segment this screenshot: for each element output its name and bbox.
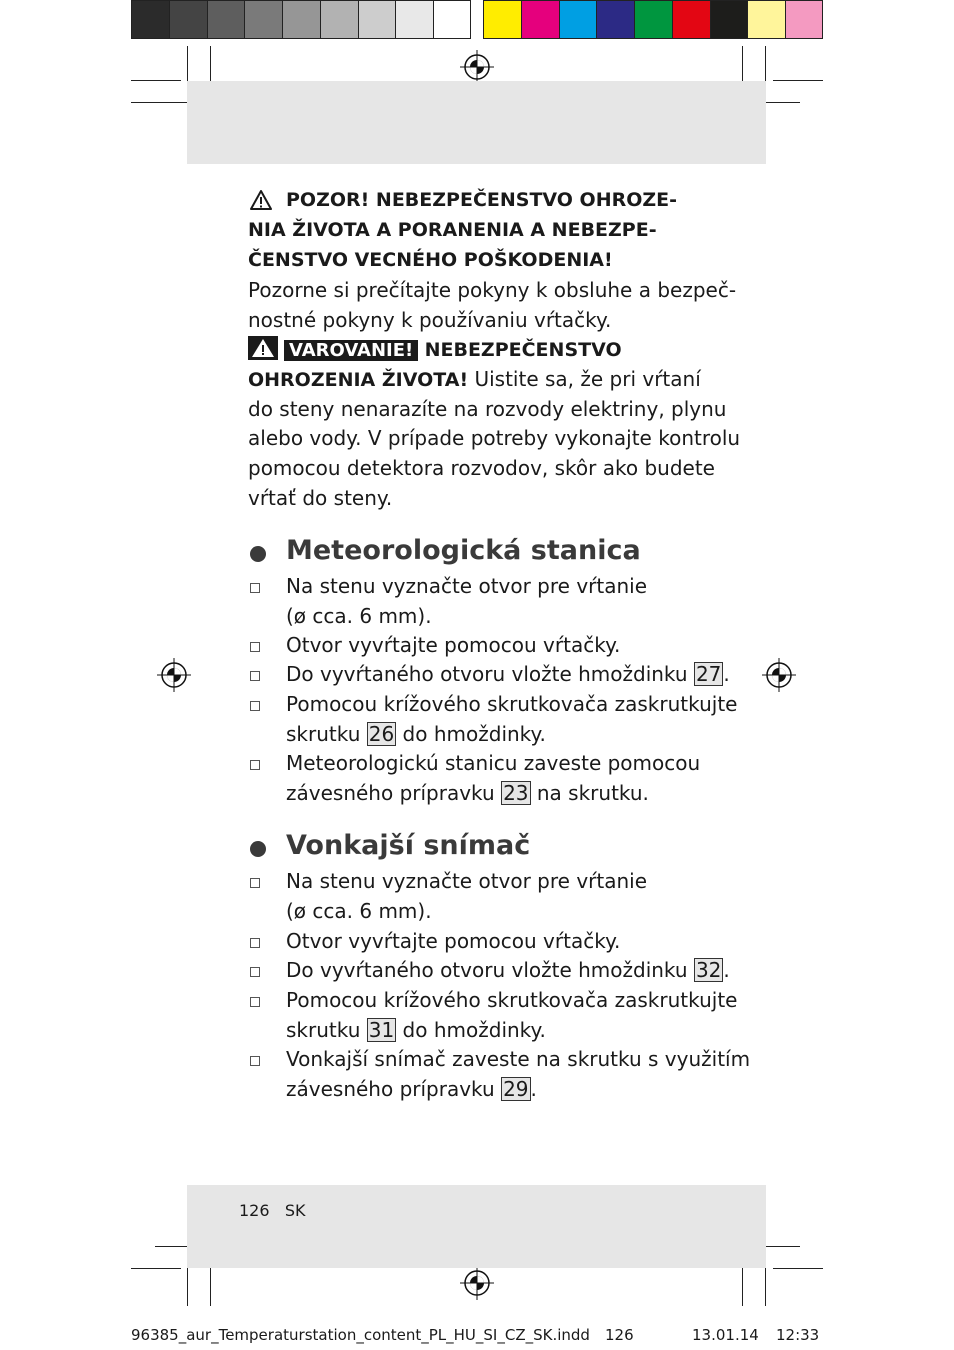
color-swatch xyxy=(748,1,786,38)
list-item-text: (ø cca. 6 mm). xyxy=(286,604,432,628)
item-text: závesného prípravku xyxy=(286,1077,502,1101)
crop-mark xyxy=(773,80,823,81)
crop-mark xyxy=(187,1262,188,1306)
crop-mark xyxy=(742,1262,743,1306)
slug-filename: 96385_aur_Temperaturstation_content_PL_HU_SI_CZ_SK.indd xyxy=(131,1326,590,1344)
item-text: závesného prípravku xyxy=(286,781,502,805)
list-item-text xyxy=(286,659,730,689)
danger-title-part: OHROZENIA ŽIVOTA! xyxy=(248,369,469,391)
crop-mark xyxy=(760,102,800,103)
color-swatch xyxy=(635,1,673,38)
checkbox-bullet xyxy=(250,701,260,711)
checkbox-bullet xyxy=(250,967,260,977)
footer-panel xyxy=(187,1185,766,1268)
gray-swatch xyxy=(283,1,321,38)
list-item-text: Vonkajší snímač zaveste na skrutku s využitím xyxy=(286,1047,751,1071)
crop-mark xyxy=(131,80,181,81)
part-reference: 27 xyxy=(695,662,722,686)
gray-swatch xyxy=(245,1,283,38)
color-swatch xyxy=(711,1,749,38)
item-text: skrutku xyxy=(286,1018,367,1042)
item-text: Do vyvŕtaného otvoru vložte hmoždinku xyxy=(286,662,694,686)
item-text: Do vyvŕtaného otvoru vložte hmoždinku xyxy=(286,958,694,982)
gray-swatch xyxy=(396,1,434,38)
checkbox-bullet xyxy=(250,760,260,770)
part-reference: 31 xyxy=(368,1018,395,1042)
part-reference: 29 xyxy=(503,1077,529,1101)
section-bullet xyxy=(250,546,266,562)
checkbox-bullet xyxy=(250,997,260,1007)
list-item-text: Na stenu vyznačte otvor pre vŕtanie xyxy=(286,869,648,893)
list-item-text: Otvor vyvŕtajte pomocou vŕtačky. xyxy=(286,929,621,953)
danger-title-line xyxy=(248,364,701,395)
gray-swatch xyxy=(170,1,208,38)
item-text: . xyxy=(530,1077,537,1101)
danger-label: VAROVANIE! xyxy=(284,340,418,361)
danger-body-text: Uistite sa, že pri vŕtaní xyxy=(474,367,701,391)
color-swatch xyxy=(560,1,598,38)
list-item-text: Otvor vyvŕtajte pomocou vŕtačky. xyxy=(286,633,621,657)
header-panel xyxy=(187,81,766,164)
danger-title-line xyxy=(248,334,622,366)
checkbox-bullet xyxy=(250,642,260,652)
list-item-text: Meteorologickú stanicu zaveste pomocou xyxy=(286,751,701,775)
slug-time: 12:33 xyxy=(776,1326,820,1344)
registration-mark-icon xyxy=(157,658,191,692)
item-text: . xyxy=(723,662,730,686)
crop-mark xyxy=(765,1262,766,1306)
list-item-text: Pomocou krížového skrutkovača zaskrutkujte xyxy=(286,988,738,1012)
list-item-text: (ø cca. 6 mm). xyxy=(286,899,432,923)
gray-scale-bar xyxy=(131,0,471,39)
danger-body-line: pomocou detektora rozvodov, skôr ako budete xyxy=(248,456,715,480)
list-item-text xyxy=(286,778,649,808)
section-heading: Meteorologická stanica xyxy=(286,535,641,566)
crop-mark xyxy=(773,1268,823,1269)
item-text: na skrutku. xyxy=(530,781,649,805)
color-swatch xyxy=(786,1,822,38)
warning-body-line: nostné pokyny k používaniu vŕtačky. xyxy=(248,308,612,332)
part-reference: 32 xyxy=(695,958,722,982)
warning-title-line: ČENSTVO VECNÉHO POŠKODENIA! xyxy=(248,249,613,271)
color-swatch xyxy=(484,1,522,38)
section-bullet xyxy=(250,841,266,857)
slug-date: 13.01.14 xyxy=(692,1326,759,1344)
gray-swatch xyxy=(208,1,246,38)
color-swatch xyxy=(597,1,635,38)
page-footer xyxy=(239,1201,305,1220)
warning-title-line: POZOR! NEBEZPEČENSTVO OHROZE- xyxy=(286,189,678,211)
part-reference: 26 xyxy=(368,722,395,746)
warning-body-line: Pozorne si prečítajte pokyny k obsluhe a bezpeč- xyxy=(248,278,737,302)
item-text: do hmoždinky. xyxy=(396,1018,546,1042)
item-text: skrutku xyxy=(286,722,367,746)
gray-swatch xyxy=(434,1,470,38)
process-color-bar xyxy=(483,0,823,39)
gray-swatch xyxy=(359,1,397,38)
checkbox-bullet xyxy=(250,938,260,948)
gray-swatch xyxy=(132,1,170,38)
list-item-text xyxy=(286,955,730,985)
registration-mark-icon xyxy=(460,50,494,84)
crop-mark xyxy=(131,1268,181,1269)
checkbox-bullet xyxy=(250,878,260,888)
danger-triangle-icon xyxy=(248,336,278,360)
danger-body-line: vŕtať do steny. xyxy=(248,486,393,510)
crop-mark xyxy=(210,1262,211,1306)
item-text: . xyxy=(723,958,730,982)
gray-swatch xyxy=(321,1,359,38)
checkbox-bullet xyxy=(250,1056,260,1066)
list-item-text: Pomocou krížového skrutkovača zaskrutkujte xyxy=(286,692,738,716)
warning-triangle-icon xyxy=(249,189,273,211)
color-swatch xyxy=(522,1,560,38)
warning-title-line: NIA ŽIVOTA A PORANENIA A NEBEZPE- xyxy=(248,219,657,241)
part-reference: 23 xyxy=(503,781,529,805)
registration-mark-icon xyxy=(762,658,796,692)
slug-page: 126 xyxy=(605,1326,634,1344)
page-number: 126 xyxy=(239,1201,270,1220)
list-item-text xyxy=(286,719,546,749)
danger-title-part: NEBEZPEČENSTVO xyxy=(424,339,622,361)
danger-body-line: do steny nenarazíte na rozvody elektriny, plynu xyxy=(248,397,727,421)
list-item-text xyxy=(286,1015,546,1045)
crop-mark xyxy=(131,102,194,103)
language-code: SK xyxy=(284,1201,306,1220)
list-item-text: Na stenu vyznačte otvor pre vŕtanie xyxy=(286,574,648,598)
danger-body-line: alebo vody. V prípade potreby vykonajte kontrolu xyxy=(248,426,741,450)
color-swatch xyxy=(673,1,711,38)
crop-mark xyxy=(760,1246,800,1247)
checkbox-bullet xyxy=(250,583,260,593)
list-item-text xyxy=(286,1074,537,1104)
section-heading: Vonkajší snímač xyxy=(286,830,531,861)
checkbox-bullet xyxy=(250,671,260,681)
registration-mark-icon xyxy=(460,1266,494,1300)
item-text: do hmoždinky. xyxy=(396,722,546,746)
